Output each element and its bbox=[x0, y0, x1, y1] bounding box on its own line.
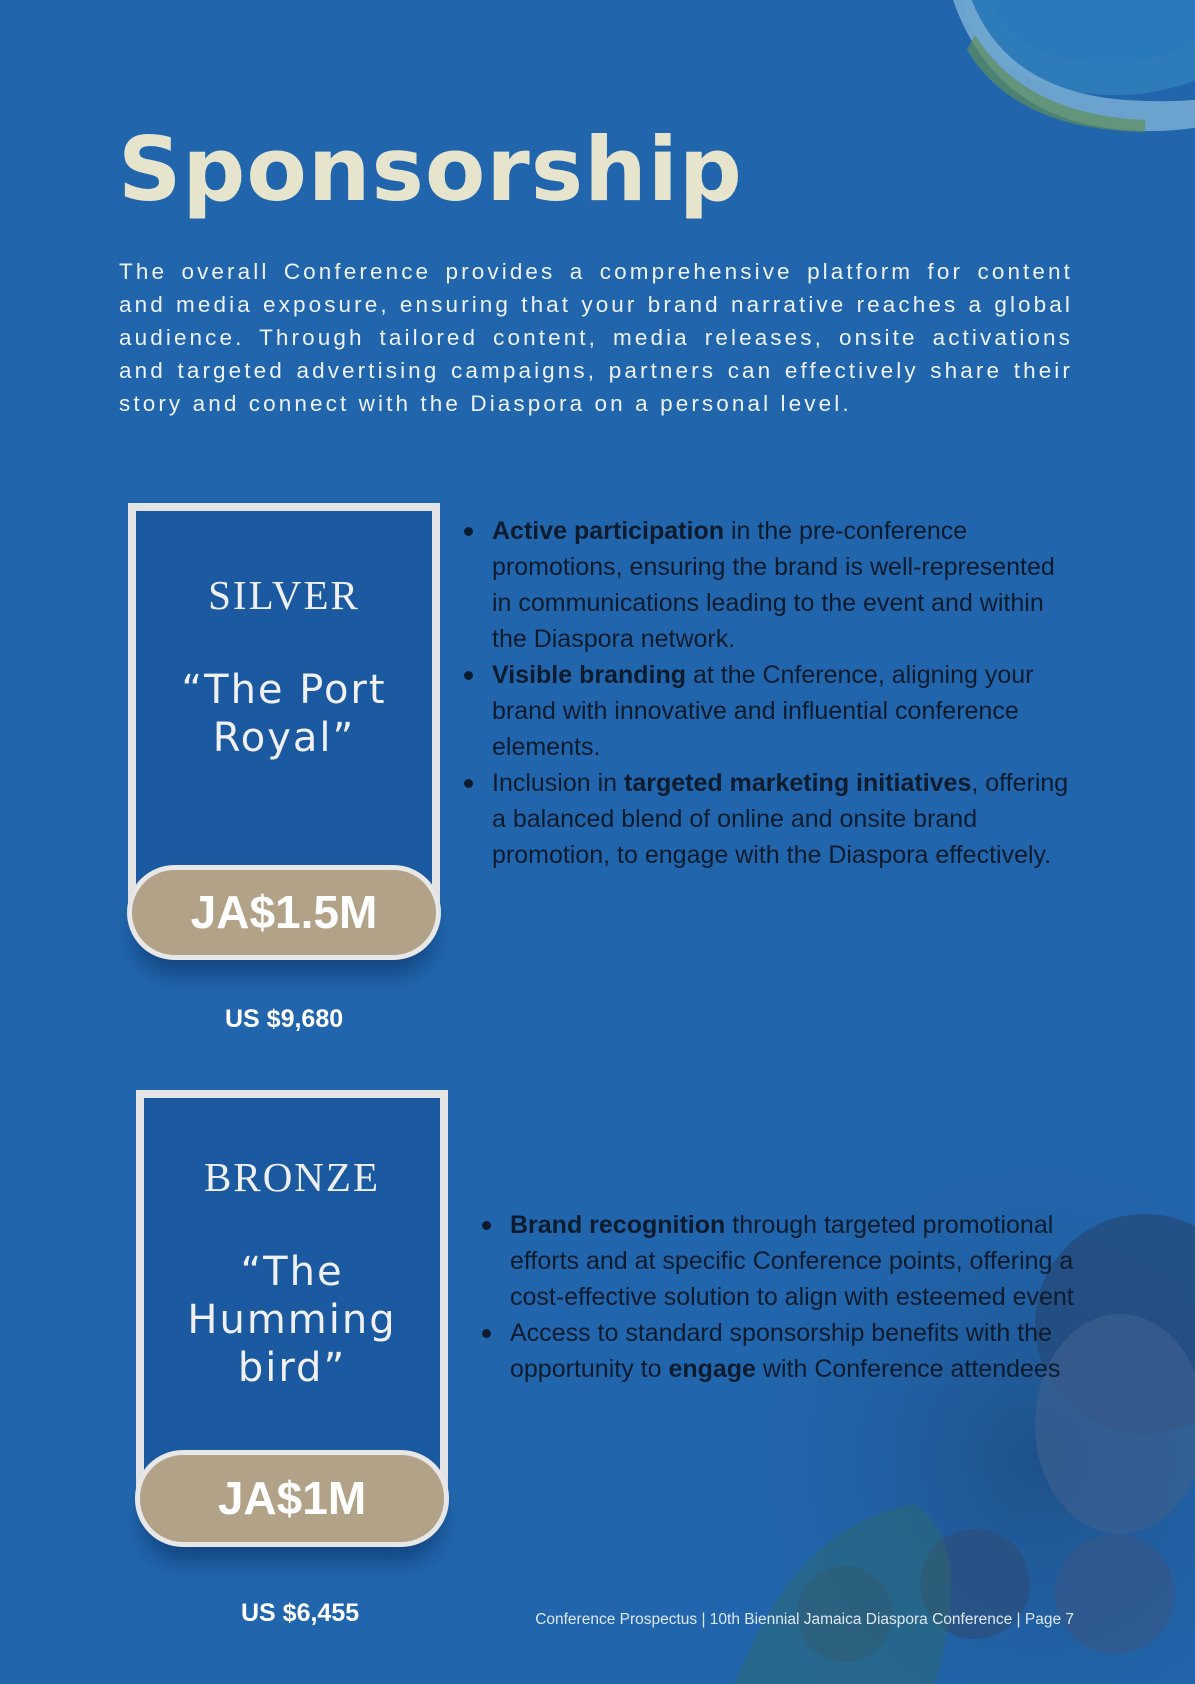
silver-price-badge: JA$1.5M bbox=[127, 865, 441, 960]
silver-benefits-list bbox=[460, 513, 1080, 873]
list-item: Inclusion in targeted marketing initiatives, offering a balanced blend of online and onsite brand promotion, to engage with the Diaspora effectively. bbox=[460, 765, 1080, 873]
tier-name: BRONZE bbox=[204, 1154, 380, 1200]
list-item: Access to standard sponsorship benefits with the opportunity to engage with Conference attendees bbox=[478, 1315, 1078, 1387]
silver-tier-card bbox=[128, 503, 440, 918]
tier-name: SILVER bbox=[208, 572, 360, 618]
tier-nickname-line: bird” bbox=[237, 1345, 347, 1391]
silver-usd-price: US $9,680 bbox=[225, 1005, 344, 1033]
list-item: Brand recognition through targeted promotional efforts and at specific Conference points, offering a cost-effective solution to align with esteemed event bbox=[478, 1207, 1078, 1315]
decorative-ring-graphic bbox=[905, 0, 1195, 170]
tier-nickname-line: Humming bbox=[187, 1297, 397, 1343]
list-item: Active participation in the pre-conference promotions, ensuring the brand is well-represented in communications leading to the event and within the Diaspora network. bbox=[460, 513, 1080, 657]
page-footer: Conference Prospectus | 10th Biennial Jamaica Diaspora Conference | Page 7 bbox=[535, 1611, 1074, 1628]
page-title: Sponsorship bbox=[118, 118, 743, 221]
tier-nickname-line: “The bbox=[240, 1249, 344, 1295]
list-item: Visible branding at the Cnference, aligning your brand with innovative and influential conference elements. bbox=[460, 657, 1080, 765]
bronze-usd-price: US $6,455 bbox=[241, 1599, 360, 1627]
intro-paragraph: The overall Conference provides a comprehensive platform for content and media exposure, ensuring that your brand narrative reaches a global audience. Through tailored content, media releases, onsite activations and targeted advertising campaigns, partners can effectively share their story and connect with the Diaspora on a personal level. bbox=[119, 259, 1073, 416]
bronze-tier-card bbox=[136, 1090, 448, 1498]
tier-nickname-line: Royal” bbox=[212, 715, 356, 761]
bronze-price-badge: JA$1M bbox=[135, 1450, 449, 1547]
tier-nickname bbox=[136, 666, 432, 762]
tier-nickname bbox=[144, 1248, 440, 1392]
tier-nickname-line: “The Port bbox=[181, 667, 387, 713]
bronze-benefits-list bbox=[478, 1207, 1078, 1387]
